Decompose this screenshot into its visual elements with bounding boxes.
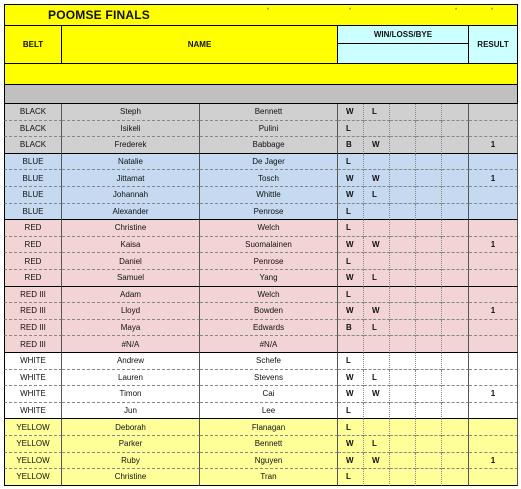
last-name-cell: Tosch	[200, 170, 338, 187]
first-name-cell: Jun	[62, 403, 200, 420]
win-loss-cell	[364, 220, 390, 237]
win-loss-cell: W	[338, 104, 364, 121]
gray-separator-row	[4, 85, 518, 104]
win-loss-cell	[390, 386, 416, 403]
sheet-title: POOMSE FINALS	[48, 8, 150, 22]
win-loss-cell	[442, 253, 469, 270]
belt-cell: RED III	[4, 320, 62, 337]
win-loss-cell: L	[338, 403, 364, 420]
win-loss-cell: W	[338, 453, 364, 470]
first-name-cell: Steph	[62, 104, 200, 121]
first-name-cell: Christine	[62, 220, 200, 237]
win-loss-cell	[442, 303, 469, 320]
win-loss-cell	[442, 436, 469, 453]
result-cell: 1	[469, 170, 518, 187]
win-loss-cell	[416, 154, 442, 171]
win-loss-cell: L	[338, 287, 364, 304]
belt-cell: RED	[4, 270, 62, 287]
first-name-cell: Ruby	[62, 453, 200, 470]
win-loss-cell: W	[338, 237, 364, 254]
first-name-cell: Johannah	[62, 187, 200, 204]
belt-cell: BLACK	[4, 121, 62, 138]
last-name-cell: Nguyen	[200, 453, 338, 470]
result-cell	[469, 270, 518, 287]
win-loss-cell	[390, 403, 416, 420]
win-loss-cell: L	[364, 270, 390, 287]
belt-cell: YELLOW	[4, 453, 62, 470]
belt-cell: BLACK	[4, 137, 62, 154]
win-loss-cell	[416, 137, 442, 154]
win-loss-cell	[390, 270, 416, 287]
win-loss-cell	[364, 419, 390, 436]
first-name-cell: Christine	[62, 469, 200, 486]
win-loss-cell	[442, 320, 469, 337]
win-loss-cell: B	[338, 320, 364, 337]
win-loss-cell	[364, 336, 390, 353]
win-loss-cell	[390, 469, 416, 486]
win-loss-bye-header: WIN/LOSS/BYE	[338, 26, 469, 44]
belt-cell: BLACK	[4, 104, 62, 121]
win-loss-bye-subheader	[338, 44, 469, 64]
win-loss-cell	[416, 403, 442, 420]
win-loss-cell	[390, 320, 416, 337]
win-loss-cell	[416, 353, 442, 370]
win-loss-cell	[416, 303, 442, 320]
win-loss-cell: L	[338, 419, 364, 436]
last-name-cell: De Jager	[200, 154, 338, 171]
belt-cell: RED III	[4, 287, 62, 304]
win-loss-cell	[416, 104, 442, 121]
first-name-cell: Parker	[62, 436, 200, 453]
win-loss-cell	[416, 469, 442, 486]
win-loss-cell	[364, 469, 390, 486]
win-loss-cell	[442, 104, 469, 121]
result-cell	[469, 320, 518, 337]
win-loss-cell	[442, 154, 469, 171]
win-loss-cell: W	[338, 187, 364, 204]
belt-cell: BLUE	[4, 187, 62, 204]
last-name-cell: Whittle	[200, 187, 338, 204]
win-loss-cell	[364, 403, 390, 420]
win-loss-cell: L	[364, 370, 390, 387]
win-loss-cell	[390, 370, 416, 387]
win-loss-cell	[442, 121, 469, 138]
win-loss-cell	[416, 237, 442, 254]
win-loss-cell	[390, 453, 416, 470]
win-loss-cell	[416, 320, 442, 337]
title-mark: *	[348, 8, 352, 14]
first-name-cell: Frederek	[62, 137, 200, 154]
last-name-cell: Babbage	[200, 137, 338, 154]
result-cell	[469, 436, 518, 453]
result-cell	[469, 419, 518, 436]
belt-cell: WHITE	[4, 370, 62, 387]
win-loss-cell: W	[364, 303, 390, 320]
win-loss-cell	[390, 104, 416, 121]
win-loss-cell	[416, 121, 442, 138]
win-loss-cell: L	[338, 220, 364, 237]
win-loss-cell: L	[338, 253, 364, 270]
first-name-cell: Alexander	[62, 204, 200, 221]
last-name-cell: Stevens	[200, 370, 338, 387]
win-loss-cell	[390, 287, 416, 304]
result-cell	[469, 370, 518, 387]
last-name-cell: Suomalainen	[200, 237, 338, 254]
first-name-cell: Kaisa	[62, 237, 200, 254]
first-name-cell: Adam	[62, 287, 200, 304]
win-loss-cell: W	[364, 237, 390, 254]
first-name-cell: Daniel	[62, 253, 200, 270]
win-loss-cell	[442, 220, 469, 237]
win-loss-cell	[390, 187, 416, 204]
belt-cell: RED	[4, 220, 62, 237]
result-cell	[469, 121, 518, 138]
win-loss-cell: B	[338, 137, 364, 154]
win-loss-cell: W	[338, 303, 364, 320]
last-name-cell: Pulini	[200, 121, 338, 138]
win-loss-cell	[364, 287, 390, 304]
win-loss-cell	[390, 170, 416, 187]
win-loss-cell	[416, 386, 442, 403]
win-loss-cell	[416, 419, 442, 436]
result-cell	[469, 253, 518, 270]
win-loss-cell	[442, 270, 469, 287]
last-name-cell: Bennett	[200, 104, 338, 121]
belt-cell: YELLOW	[4, 419, 62, 436]
win-loss-cell	[442, 370, 469, 387]
result-cell	[469, 104, 518, 121]
win-loss-cell	[442, 469, 469, 486]
belt-cell: BLUE	[4, 154, 62, 171]
first-name-cell: Lauren	[62, 370, 200, 387]
win-loss-cell: L	[338, 469, 364, 486]
win-loss-cell: W	[338, 370, 364, 387]
result-cell: 1	[469, 137, 518, 154]
win-loss-cell	[416, 370, 442, 387]
result-cell: 1	[469, 386, 518, 403]
last-name-cell: Penrose	[200, 204, 338, 221]
title-mark: *	[266, 8, 270, 14]
last-name-cell: Cai	[200, 386, 338, 403]
belt-cell: RED	[4, 253, 62, 270]
win-loss-cell: L	[364, 436, 390, 453]
result-cell	[469, 204, 518, 221]
first-name-cell: Deborah	[62, 419, 200, 436]
win-loss-cell: L	[364, 320, 390, 337]
win-loss-cell: W	[364, 137, 390, 154]
win-loss-cell	[390, 353, 416, 370]
win-loss-cell	[416, 436, 442, 453]
win-loss-cell	[364, 204, 390, 221]
name-header: NAME	[62, 26, 338, 64]
first-name-cell: #N/A	[62, 336, 200, 353]
win-loss-cell: L	[338, 121, 364, 138]
result-cell	[469, 353, 518, 370]
win-loss-cell	[338, 336, 364, 353]
win-loss-cell	[364, 121, 390, 138]
win-loss-cell: W	[338, 436, 364, 453]
win-loss-cell	[390, 336, 416, 353]
win-loss-cell	[390, 436, 416, 453]
win-loss-cell: L	[364, 104, 390, 121]
last-name-cell: Welch	[200, 220, 338, 237]
belt-cell: RED III	[4, 303, 62, 320]
win-loss-cell: W	[364, 170, 390, 187]
win-loss-cell	[442, 170, 469, 187]
first-name-cell: Natalie	[62, 154, 200, 171]
win-loss-cell	[390, 237, 416, 254]
win-loss-cell	[416, 253, 442, 270]
result-cell	[469, 187, 518, 204]
result-cell: 1	[469, 237, 518, 254]
belt-header: BELT	[4, 26, 62, 64]
win-loss-cell	[442, 419, 469, 436]
win-loss-cell	[390, 220, 416, 237]
result-cell	[469, 287, 518, 304]
win-loss-cell: W	[338, 386, 364, 403]
win-loss-cell	[442, 353, 469, 370]
win-loss-cell	[416, 187, 442, 204]
last-name-cell: Bowden	[200, 303, 338, 320]
win-loss-cell: W	[364, 386, 390, 403]
win-loss-cell	[416, 336, 442, 353]
win-loss-cell	[416, 453, 442, 470]
last-name-cell: Edwards	[200, 320, 338, 337]
result-cell	[469, 336, 518, 353]
win-loss-cell	[442, 204, 469, 221]
last-name-cell: Penrose	[200, 253, 338, 270]
win-loss-cell	[390, 154, 416, 171]
last-name-cell: Welch	[200, 287, 338, 304]
win-loss-cell: L	[338, 154, 364, 171]
result-header: RESULT	[469, 26, 518, 64]
win-loss-cell	[416, 220, 442, 237]
win-loss-cell	[442, 336, 469, 353]
belt-cell: YELLOW	[4, 436, 62, 453]
title-mark: *	[490, 8, 494, 14]
win-loss-cell	[390, 253, 416, 270]
win-loss-cell	[442, 187, 469, 204]
result-cell: 1	[469, 453, 518, 470]
last-name-cell: Schefe	[200, 353, 338, 370]
win-loss-cell: W	[338, 170, 364, 187]
win-loss-cell	[442, 237, 469, 254]
first-name-cell: Isikeli	[62, 121, 200, 138]
belt-cell: RED III	[4, 336, 62, 353]
first-name-cell: Lloyd	[62, 303, 200, 320]
result-cell	[469, 220, 518, 237]
win-loss-cell	[442, 137, 469, 154]
win-loss-cell	[390, 137, 416, 154]
win-loss-cell	[442, 386, 469, 403]
win-loss-cell	[416, 287, 442, 304]
win-loss-cell: W	[338, 270, 364, 287]
last-name-cell: Yang	[200, 270, 338, 287]
win-loss-cell: L	[338, 353, 364, 370]
first-name-cell: Andrew	[62, 353, 200, 370]
belt-cell: WHITE	[4, 353, 62, 370]
win-loss-cell	[416, 270, 442, 287]
win-loss-cell	[364, 253, 390, 270]
belt-cell: BLUE	[4, 170, 62, 187]
result-cell	[469, 154, 518, 171]
win-loss-cell	[390, 121, 416, 138]
first-name-cell: Samuel	[62, 270, 200, 287]
title-mark: *	[454, 8, 458, 14]
win-loss-cell: L	[338, 204, 364, 221]
spacer-band	[4, 64, 518, 85]
belt-cell: WHITE	[4, 403, 62, 420]
first-name-cell: Maya	[62, 320, 200, 337]
first-name-cell: Timon	[62, 386, 200, 403]
last-name-cell: Flanagan	[200, 419, 338, 436]
result-cell	[469, 469, 518, 486]
last-name-cell: Lee	[200, 403, 338, 420]
last-name-cell: Tran	[200, 469, 338, 486]
belt-cell: BLUE	[4, 204, 62, 221]
result-cell: 1	[469, 303, 518, 320]
result-cell	[469, 403, 518, 420]
last-name-cell: Bennett	[200, 436, 338, 453]
win-loss-cell	[390, 419, 416, 436]
win-loss-cell	[442, 453, 469, 470]
win-loss-cell	[416, 170, 442, 187]
win-loss-cell	[364, 154, 390, 171]
win-loss-cell	[416, 204, 442, 221]
win-loss-cell: W	[364, 453, 390, 470]
win-loss-cell	[442, 403, 469, 420]
last-name-cell: #N/A	[200, 336, 338, 353]
win-loss-cell: L	[364, 187, 390, 204]
win-loss-cell	[390, 303, 416, 320]
win-loss-cell	[364, 353, 390, 370]
win-loss-cell	[442, 287, 469, 304]
first-name-cell: Jittamat	[62, 170, 200, 187]
win-loss-cell	[390, 204, 416, 221]
belt-cell: YELLOW	[4, 469, 62, 486]
belt-cell: WHITE	[4, 386, 62, 403]
belt-cell: RED	[4, 237, 62, 254]
